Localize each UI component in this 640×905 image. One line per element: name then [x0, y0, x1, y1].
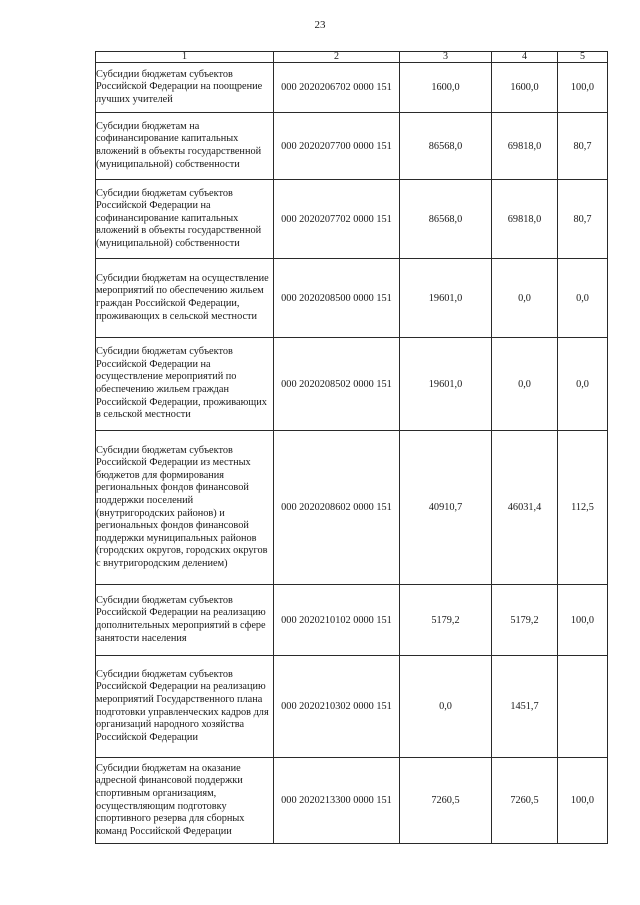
row-name: Субсидии бюджетам субъектов Российской Федерации на реализацию дополнительных мероприятий в сфере занятости населения	[96, 585, 274, 656]
row-col4: 5179,2	[492, 585, 558, 656]
table-header-row	[96, 52, 608, 63]
row-col5: 112,5	[558, 431, 608, 585]
page-number: 23	[314, 19, 326, 31]
row-code: 000 2020208500 0000 151	[274, 259, 400, 338]
row-code: 000 2020210102 0000 151	[274, 585, 400, 656]
row-col3: 1600,0	[400, 63, 492, 113]
row-col5	[558, 656, 608, 758]
table-row	[96, 656, 608, 758]
row-col4: 0,0	[492, 259, 558, 338]
table-row	[96, 338, 608, 431]
row-name: Субсидии бюджетам на оказание адресной финансовой поддержки спортивным организациям, осуществляющим подготовку спортивного резерва для сборных команд Российской Федерации	[96, 758, 274, 844]
row-name: Субсидии бюджетам субъектов Российской Федерации на осуществление мероприятий по обеспечению жильем граждан Российской Федерации, проживающих в сельской местности	[96, 338, 274, 431]
row-col3: 86568,0	[400, 180, 492, 259]
row-code: 000 2020208602 0000 151	[274, 431, 400, 585]
row-col3: 86568,0	[400, 113, 492, 180]
row-col5: 0,0	[558, 259, 608, 338]
row-col3: 19601,0	[400, 338, 492, 431]
row-name: Субсидии бюджетам субъектов Российской Федерации из местных бюджетов для формирования региональных фондов финансовой поддержки поселений (внутригородских районов) и региональных фондов финансовой поддержки муниципальных районов (городских округов, городских округов с внутригородским делением)	[96, 431, 274, 585]
row-code: 000 2020210302 0000 151	[274, 656, 400, 758]
header-col-2: 2	[274, 52, 400, 63]
row-col3: 0,0	[400, 656, 492, 758]
header-col-1: 1	[96, 52, 274, 63]
table-row	[96, 63, 608, 113]
header-col-4: 4	[492, 52, 558, 63]
row-name: Субсидии бюджетам на осуществление мероприятий по обеспечению жильем граждан Российской Федерации, проживающих в сельской местности	[96, 259, 274, 338]
row-col4: 1600,0	[492, 63, 558, 113]
table-row	[96, 431, 608, 585]
row-col4: 0,0	[492, 338, 558, 431]
row-col4: 1451,7	[492, 656, 558, 758]
table-row	[96, 180, 608, 259]
table-row	[96, 113, 608, 180]
header-col-3: 3	[400, 52, 492, 63]
table-row	[96, 259, 608, 338]
row-col5: 100,0	[558, 585, 608, 656]
table-row	[96, 758, 608, 844]
row-col4: 46031,4	[492, 431, 558, 585]
row-code: 000 2020208502 0000 151	[274, 338, 400, 431]
row-col4: 69818,0	[492, 180, 558, 259]
row-col5: 80,7	[558, 180, 608, 259]
row-name: Субсидии бюджетам субъектов Российской Федерации на поощрение лучших учителей	[96, 63, 274, 113]
row-col5: 100,0	[558, 758, 608, 844]
row-col5: 80,7	[558, 113, 608, 180]
row-col3: 5179,2	[400, 585, 492, 656]
row-col3: 19601,0	[400, 259, 492, 338]
table-row	[96, 585, 608, 656]
row-col5: 0,0	[558, 338, 608, 431]
row-code: 000 2020207700 0000 151	[274, 113, 400, 180]
row-name: Субсидии бюджетам субъектов Российской Федерации на реализацию мероприятий Государственного плана подготовки управленческих кадров для организаций народного хозяйства Российской Федерации	[96, 656, 274, 758]
row-col3: 40910,7	[400, 431, 492, 585]
row-col3: 7260,5	[400, 758, 492, 844]
row-name: Субсидии бюджетам на софинансирование капитальных вложений в объекты государственной (муниципальной) собственности	[96, 113, 274, 180]
header-col-5: 5	[558, 52, 608, 63]
row-col4: 69818,0	[492, 113, 558, 180]
row-code: 000 2020213300 0000 151	[274, 758, 400, 844]
row-name: Субсидии бюджетам субъектов Российской Федерации на софинансирование капитальных вложений в объекты государственной (муниципальной) собственности	[96, 180, 274, 259]
row-col5: 100,0	[558, 63, 608, 113]
row-col4: 7260,5	[492, 758, 558, 844]
row-code: 000 2020206702 0000 151	[274, 63, 400, 113]
row-code: 000 2020207702 0000 151	[274, 180, 400, 259]
budget-table	[95, 51, 608, 844]
